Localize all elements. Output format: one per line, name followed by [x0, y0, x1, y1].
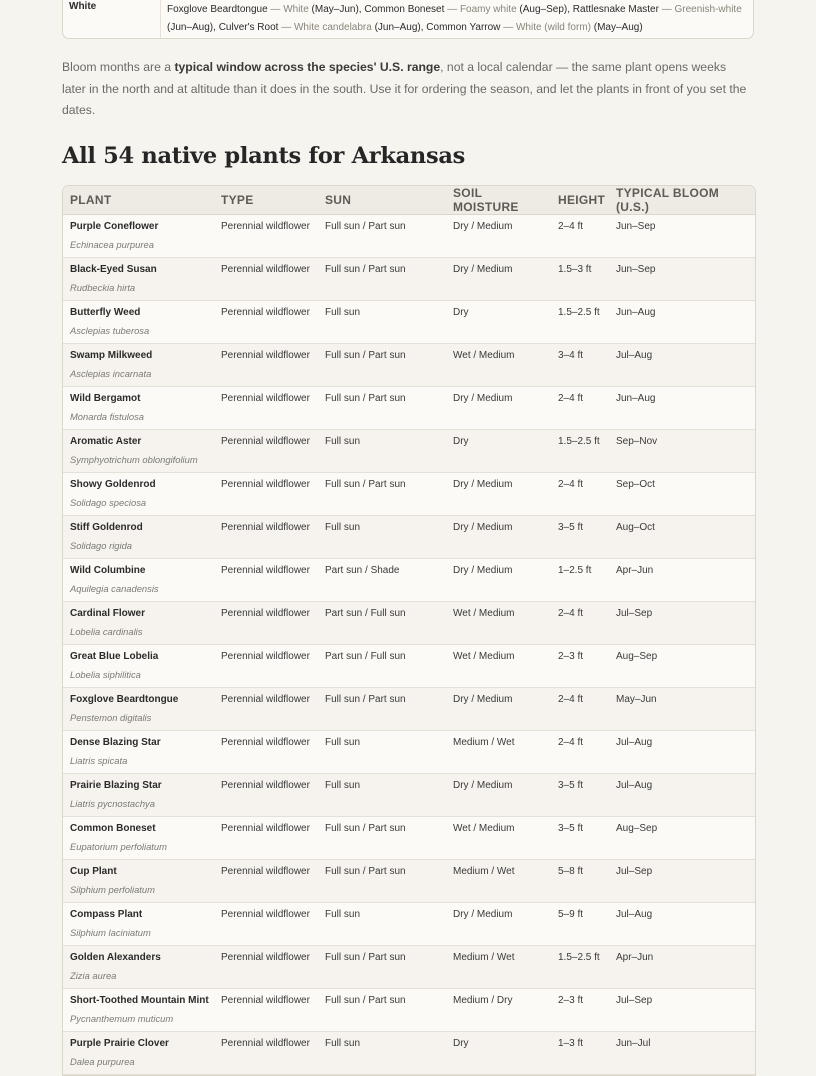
- bloom-window: Jun–Jul: [609, 1032, 755, 1075]
- table-row: [63, 473, 755, 516]
- plant-cell: [63, 430, 214, 473]
- sun-requirement: Full sun: [318, 430, 446, 473]
- plant-common-name[interactable]: Common Boneset: [70, 822, 156, 834]
- plant-height: 2–4 ft: [551, 688, 609, 731]
- table-row: [63, 344, 755, 387]
- plant-type: Perennial wildflower: [214, 903, 318, 946]
- plant-cell: [63, 989, 214, 1032]
- plant-common-name[interactable]: Swamp Milkweed: [70, 349, 153, 361]
- plant-common-name[interactable]: Purple Coneflower: [70, 220, 159, 232]
- color-group-plants: [161, 0, 747, 38]
- section-title: All 54 native plants for Arkansas: [62, 142, 465, 169]
- soil-moisture: Wet / Medium: [446, 602, 551, 645]
- sun-requirement: Full sun / Part sun: [318, 860, 446, 903]
- plant-type: Perennial wildflower: [214, 645, 318, 688]
- sun-requirement: Full sun: [318, 731, 446, 774]
- table-row: [63, 430, 755, 473]
- plant-cell: [63, 903, 214, 946]
- soil-moisture: Dry / Medium: [446, 387, 551, 430]
- plant-height: 1.5–3 ft: [551, 258, 609, 301]
- bloom-window: Apr–Jun: [609, 946, 755, 989]
- plant-height: 3–4 ft: [551, 344, 609, 387]
- plant-common-name[interactable]: Aromatic Aster: [70, 435, 142, 447]
- soil-moisture: Dry / Medium: [446, 516, 551, 559]
- header-typical-bloom[interactable]: TYPICAL BLOOM (U.S.): [609, 186, 755, 215]
- plant-cell: [63, 817, 214, 860]
- table-row: [63, 903, 755, 946]
- plant-ref-color: White (wild form): [515, 22, 591, 33]
- plant-type: Perennial wildflower: [214, 688, 318, 731]
- plant-type: Perennial wildflower: [214, 817, 318, 860]
- plant-ref-bloom: (May–Aug): [593, 22, 643, 33]
- plant-scientific-name: Aquilegia canadensis: [70, 582, 159, 594]
- table-row: [63, 645, 755, 688]
- bloom-window: Sep–Nov: [609, 430, 755, 473]
- plant-height: 2–4 ft: [551, 215, 609, 258]
- soil-moisture: Dry / Medium: [446, 258, 551, 301]
- table-row: [63, 774, 755, 817]
- plant-scientific-name: Solidago speciosa: [70, 496, 147, 508]
- plant-height: 5–9 ft: [551, 903, 609, 946]
- plant-cell: [63, 258, 214, 301]
- bloom-window: Sep–Oct: [609, 473, 755, 516]
- plant-ref-bloom: (Jun–Aug): [167, 22, 214, 33]
- plant-type: Perennial wildflower: [214, 774, 318, 817]
- plant-height: 1.5–2.5 ft: [551, 301, 609, 344]
- content-column: [62, 0, 754, 1076]
- bloom-window: Jul–Aug: [609, 774, 755, 817]
- plant-type: Perennial wildflower: [214, 430, 318, 473]
- plant-ref-bloom: (Aug–Sep): [519, 4, 568, 15]
- soil-moisture: Dry / Medium: [446, 774, 551, 817]
- plant-cell: [63, 387, 214, 430]
- plant-type: Perennial wildflower: [214, 559, 318, 602]
- plant-scientific-name: Asclepias incarnata: [70, 367, 152, 379]
- plant-cell: [63, 946, 214, 989]
- plant-common-name[interactable]: Great Blue Lobelia: [70, 650, 159, 662]
- bloom-window: Jun–Sep: [609, 215, 755, 258]
- bloom-note-emphasis: typical window across the species' U.S. range: [174, 60, 441, 74]
- sun-requirement: Full sun: [318, 774, 446, 817]
- sun-requirement: Full sun / Part sun: [318, 215, 446, 258]
- plant-cell: [63, 215, 214, 258]
- table-header-row: [63, 186, 755, 215]
- table-row: [63, 946, 755, 989]
- plant-scientific-name: Silphium perfoliatum: [70, 883, 155, 895]
- plant-common-name[interactable]: Purple Prairie Clover: [70, 1037, 169, 1049]
- soil-moisture: Wet / Medium: [446, 817, 551, 860]
- plant-type: Perennial wildflower: [214, 989, 318, 1032]
- bloom-window: Jul–Sep: [609, 860, 755, 903]
- soil-moisture: Medium / Wet: [446, 946, 551, 989]
- plant-height: 1.5–2.5 ft: [551, 430, 609, 473]
- plant-type: Perennial wildflower: [214, 516, 318, 559]
- soil-moisture: Wet / Medium: [446, 344, 551, 387]
- plant-height: 1–2.5 ft: [551, 559, 609, 602]
- plant-scientific-name: Rudbeckia hirta: [70, 281, 136, 293]
- plant-height: 3–5 ft: [551, 516, 609, 559]
- plant-type: Perennial wildflower: [214, 473, 318, 516]
- soil-moisture: Dry / Medium: [446, 559, 551, 602]
- plant-common-name[interactable]: Dense Blazing Star: [70, 736, 161, 748]
- plant-scientific-name: Silphium laciniatum: [70, 926, 151, 938]
- plant-cell: [63, 1032, 214, 1075]
- plant-height: 2–4 ft: [551, 387, 609, 430]
- plant-height: 1.5–2.5 ft: [551, 946, 609, 989]
- soil-moisture: Dry / Medium: [446, 688, 551, 731]
- plant-common-name[interactable]: Cup Plant: [70, 865, 117, 877]
- soil-moisture: Dry: [446, 430, 551, 473]
- bloom-window: Jun–Aug: [609, 387, 755, 430]
- plant-height: 2–4 ft: [551, 731, 609, 774]
- plant-type: Perennial wildflower: [214, 344, 318, 387]
- plant-common-name[interactable]: Black-Eyed Susan: [70, 263, 157, 275]
- plant-type: Perennial wildflower: [214, 731, 318, 774]
- table-row: [63, 516, 755, 559]
- plant-cell: [63, 774, 214, 817]
- plant-common-name[interactable]: Golden Alexanders: [70, 951, 161, 963]
- sun-requirement: Full sun: [318, 1032, 446, 1075]
- plant-scientific-name: Penstemon digitalis: [70, 711, 152, 723]
- sun-requirement: Part sun / Full sun: [318, 602, 446, 645]
- sun-requirement: Full sun / Part sun: [318, 473, 446, 516]
- table-row: [63, 559, 755, 602]
- plant-cell: [63, 301, 214, 344]
- table-row: [63, 731, 755, 774]
- sun-requirement: Full sun: [318, 301, 446, 344]
- table-row: [63, 860, 755, 903]
- plant-scientific-name: Monarda fistulosa: [70, 410, 144, 422]
- bloom-window: Jul–Sep: [609, 989, 755, 1032]
- plant-scientific-name: Zizia aurea: [70, 969, 117, 981]
- bloom-window: Aug–Oct: [609, 516, 755, 559]
- plant-scientific-name: Lobelia siphilitica: [70, 668, 141, 680]
- plant-type: Perennial wildflower: [214, 946, 318, 989]
- bloom-window: May–Jun: [609, 688, 755, 731]
- table-row: [63, 688, 755, 731]
- header-type[interactable]: TYPE: [214, 186, 318, 215]
- plant-ref-color: Greenish-white: [674, 4, 742, 15]
- plant-ref-name[interactable]: Common Boneset: [364, 4, 445, 15]
- sun-requirement: Full sun / Part sun: [318, 989, 446, 1032]
- plant-height: 5–8 ft: [551, 860, 609, 903]
- soil-moisture: Dry / Medium: [446, 473, 551, 516]
- soil-moisture: Dry: [446, 1032, 551, 1075]
- plant-scientific-name: Symphyotrichum oblongifolium: [70, 453, 198, 465]
- sun-requirement: Full sun: [318, 903, 446, 946]
- table-row: [63, 258, 755, 301]
- soil-moisture: Dry: [446, 301, 551, 344]
- soil-moisture: Medium / Wet: [446, 860, 551, 903]
- plant-ref-color: White: [283, 4, 309, 15]
- bloom-window: Jul–Sep: [609, 602, 755, 645]
- plant-height: 2–3 ft: [551, 989, 609, 1032]
- plant-ref-name[interactable]: Foxglove Beardtongue: [167, 4, 268, 15]
- sun-requirement: Full sun / Part sun: [318, 387, 446, 430]
- bloom-window: Jun–Aug: [609, 301, 755, 344]
- sun-requirement: Full sun / Part sun: [318, 344, 446, 387]
- table-row: [63, 1032, 755, 1075]
- table-row: [63, 301, 755, 344]
- bloom-window: Jul–Aug: [609, 731, 755, 774]
- color-group-label: White: [63, 0, 161, 38]
- plant-height: 3–5 ft: [551, 774, 609, 817]
- soil-moisture: Dry / Medium: [446, 215, 551, 258]
- plant-cell: [63, 602, 214, 645]
- table-row: [63, 989, 755, 1032]
- bloom-note: Bloom months are a typical window across the species' U.S. range, not a local calendar — the same plant opens weeks later in the north and at altitude than it does in the south. Use it for ordering the season, and let the plants in front of you set the dates.: [62, 60, 747, 117]
- color-group-line-1: Foxglove Beardtongue — White (May–Jun), Common Boneset — Foamy white (Aug–Sep), Rattlesnake Master — Greenish-white: [167, 4, 742, 15]
- sun-requirement: Full sun / Part sun: [318, 817, 446, 860]
- sun-requirement: Part sun / Shade: [318, 559, 446, 602]
- plant-scientific-name: Eupatorium perfoliatum: [70, 840, 167, 852]
- plant-ref-name[interactable]: Culver's Root: [218, 22, 279, 33]
- plant-cell: [63, 516, 214, 559]
- soil-moisture: Medium / Dry: [446, 989, 551, 1032]
- sun-requirement: Full sun / Part sun: [318, 688, 446, 731]
- plant-cell: [63, 344, 214, 387]
- plant-common-name[interactable]: Foxglove Beardtongue: [70, 693, 179, 705]
- plant-type: Perennial wildflower: [214, 387, 318, 430]
- plant-table: [62, 185, 756, 1076]
- plant-scientific-name: Liatris pycnostachya: [70, 797, 155, 809]
- plant-height: 2–4 ft: [551, 602, 609, 645]
- soil-moisture: Dry / Medium: [446, 903, 551, 946]
- plant-height: 2–3 ft: [551, 645, 609, 688]
- plant-scientific-name: Asclepias tuberosa: [70, 324, 150, 336]
- plant-common-name[interactable]: Prairie Blazing Star: [70, 779, 162, 791]
- plant-type: Perennial wildflower: [214, 1032, 318, 1075]
- plant-ref-color: White candelabra: [293, 22, 372, 33]
- bloom-window: Apr–Jun: [609, 559, 755, 602]
- plant-type: Perennial wildflower: [214, 602, 318, 645]
- plant-common-name[interactable]: Cardinal Flower: [70, 607, 146, 619]
- plant-common-name[interactable]: Short-Toothed Mountain Mint: [70, 994, 209, 1006]
- plant-type: Perennial wildflower: [214, 301, 318, 344]
- plant-cell: [63, 645, 214, 688]
- table-row: [63, 215, 755, 258]
- plant-common-name[interactable]: Stiff Goldenrod: [70, 521, 143, 533]
- plant-common-name[interactable]: Showy Goldenrod: [70, 478, 156, 490]
- plant-ref-bloom: (May–Jun): [311, 4, 359, 15]
- table-row: [63, 387, 755, 430]
- plant-common-name[interactable]: Butterfly Weed: [70, 306, 141, 318]
- bloom-color-table-tail: [62, 0, 754, 39]
- plant-cell: [63, 731, 214, 774]
- plant-common-name[interactable]: Compass Plant: [70, 908, 143, 920]
- plant-cell: [63, 559, 214, 602]
- plant-type: Perennial wildflower: [214, 258, 318, 301]
- sun-requirement: Full sun / Part sun: [318, 946, 446, 989]
- plant-ref-color: Foamy white: [459, 4, 517, 15]
- plant-cell: [63, 688, 214, 731]
- sun-requirement: Full sun / Part sun: [318, 258, 446, 301]
- plant-type: Perennial wildflower: [214, 215, 318, 258]
- header-height[interactable]: HEIGHT: [551, 186, 609, 215]
- sun-requirement: Part sun / Full sun: [318, 645, 446, 688]
- header-sun[interactable]: SUN: [318, 186, 446, 215]
- plant-scientific-name: Dalea purpurea: [70, 1055, 135, 1067]
- bloom-window: Aug–Sep: [609, 645, 755, 688]
- soil-moisture: Wet / Medium: [446, 645, 551, 688]
- plant-type: Perennial wildflower: [214, 860, 318, 903]
- plant-ref-name[interactable]: Rattlesnake Master: [572, 4, 659, 15]
- plant-scientific-name: Lobelia cardinalis: [70, 625, 143, 637]
- plant-cell: [63, 473, 214, 516]
- color-group-line-2: (Jun–Aug), Culver's Root — White candelabra (Jun–Aug), Common Yarrow — White (wild form) (May–Aug): [167, 22, 643, 33]
- bloom-window: Jul–Aug: [609, 903, 755, 946]
- sun-requirement: Full sun: [318, 516, 446, 559]
- plant-ref-name[interactable]: Common Yarrow: [426, 22, 501, 33]
- table-row: [63, 602, 755, 645]
- bloom-window: Jun–Sep: [609, 258, 755, 301]
- soil-moisture: Medium / Wet: [446, 731, 551, 774]
- header-plant[interactable]: PLANT: [63, 186, 214, 215]
- plant-ref-bloom: (Jun–Aug): [374, 22, 421, 33]
- plant-common-name[interactable]: Wild Columbine: [70, 564, 146, 576]
- plant-scientific-name: Solidago rigida: [70, 539, 133, 551]
- plant-scientific-name: Echinacea purpurea: [70, 238, 154, 250]
- plant-common-name[interactable]: Wild Bergamot: [70, 392, 141, 404]
- bloom-window: Aug–Sep: [609, 817, 755, 860]
- table-row: [63, 817, 755, 860]
- bloom-window: Jul–Aug: [609, 344, 755, 387]
- plant-height: 3–5 ft: [551, 817, 609, 860]
- plant-height: 1–3 ft: [551, 1032, 609, 1075]
- plant-scientific-name: Pycnanthemum muticum: [70, 1012, 174, 1024]
- header-soil-moisture[interactable]: SOIL MOISTURE: [446, 186, 551, 215]
- plant-height: 2–4 ft: [551, 473, 609, 516]
- plant-cell: [63, 860, 214, 903]
- plant-scientific-name: Liatris spicata: [70, 754, 128, 766]
